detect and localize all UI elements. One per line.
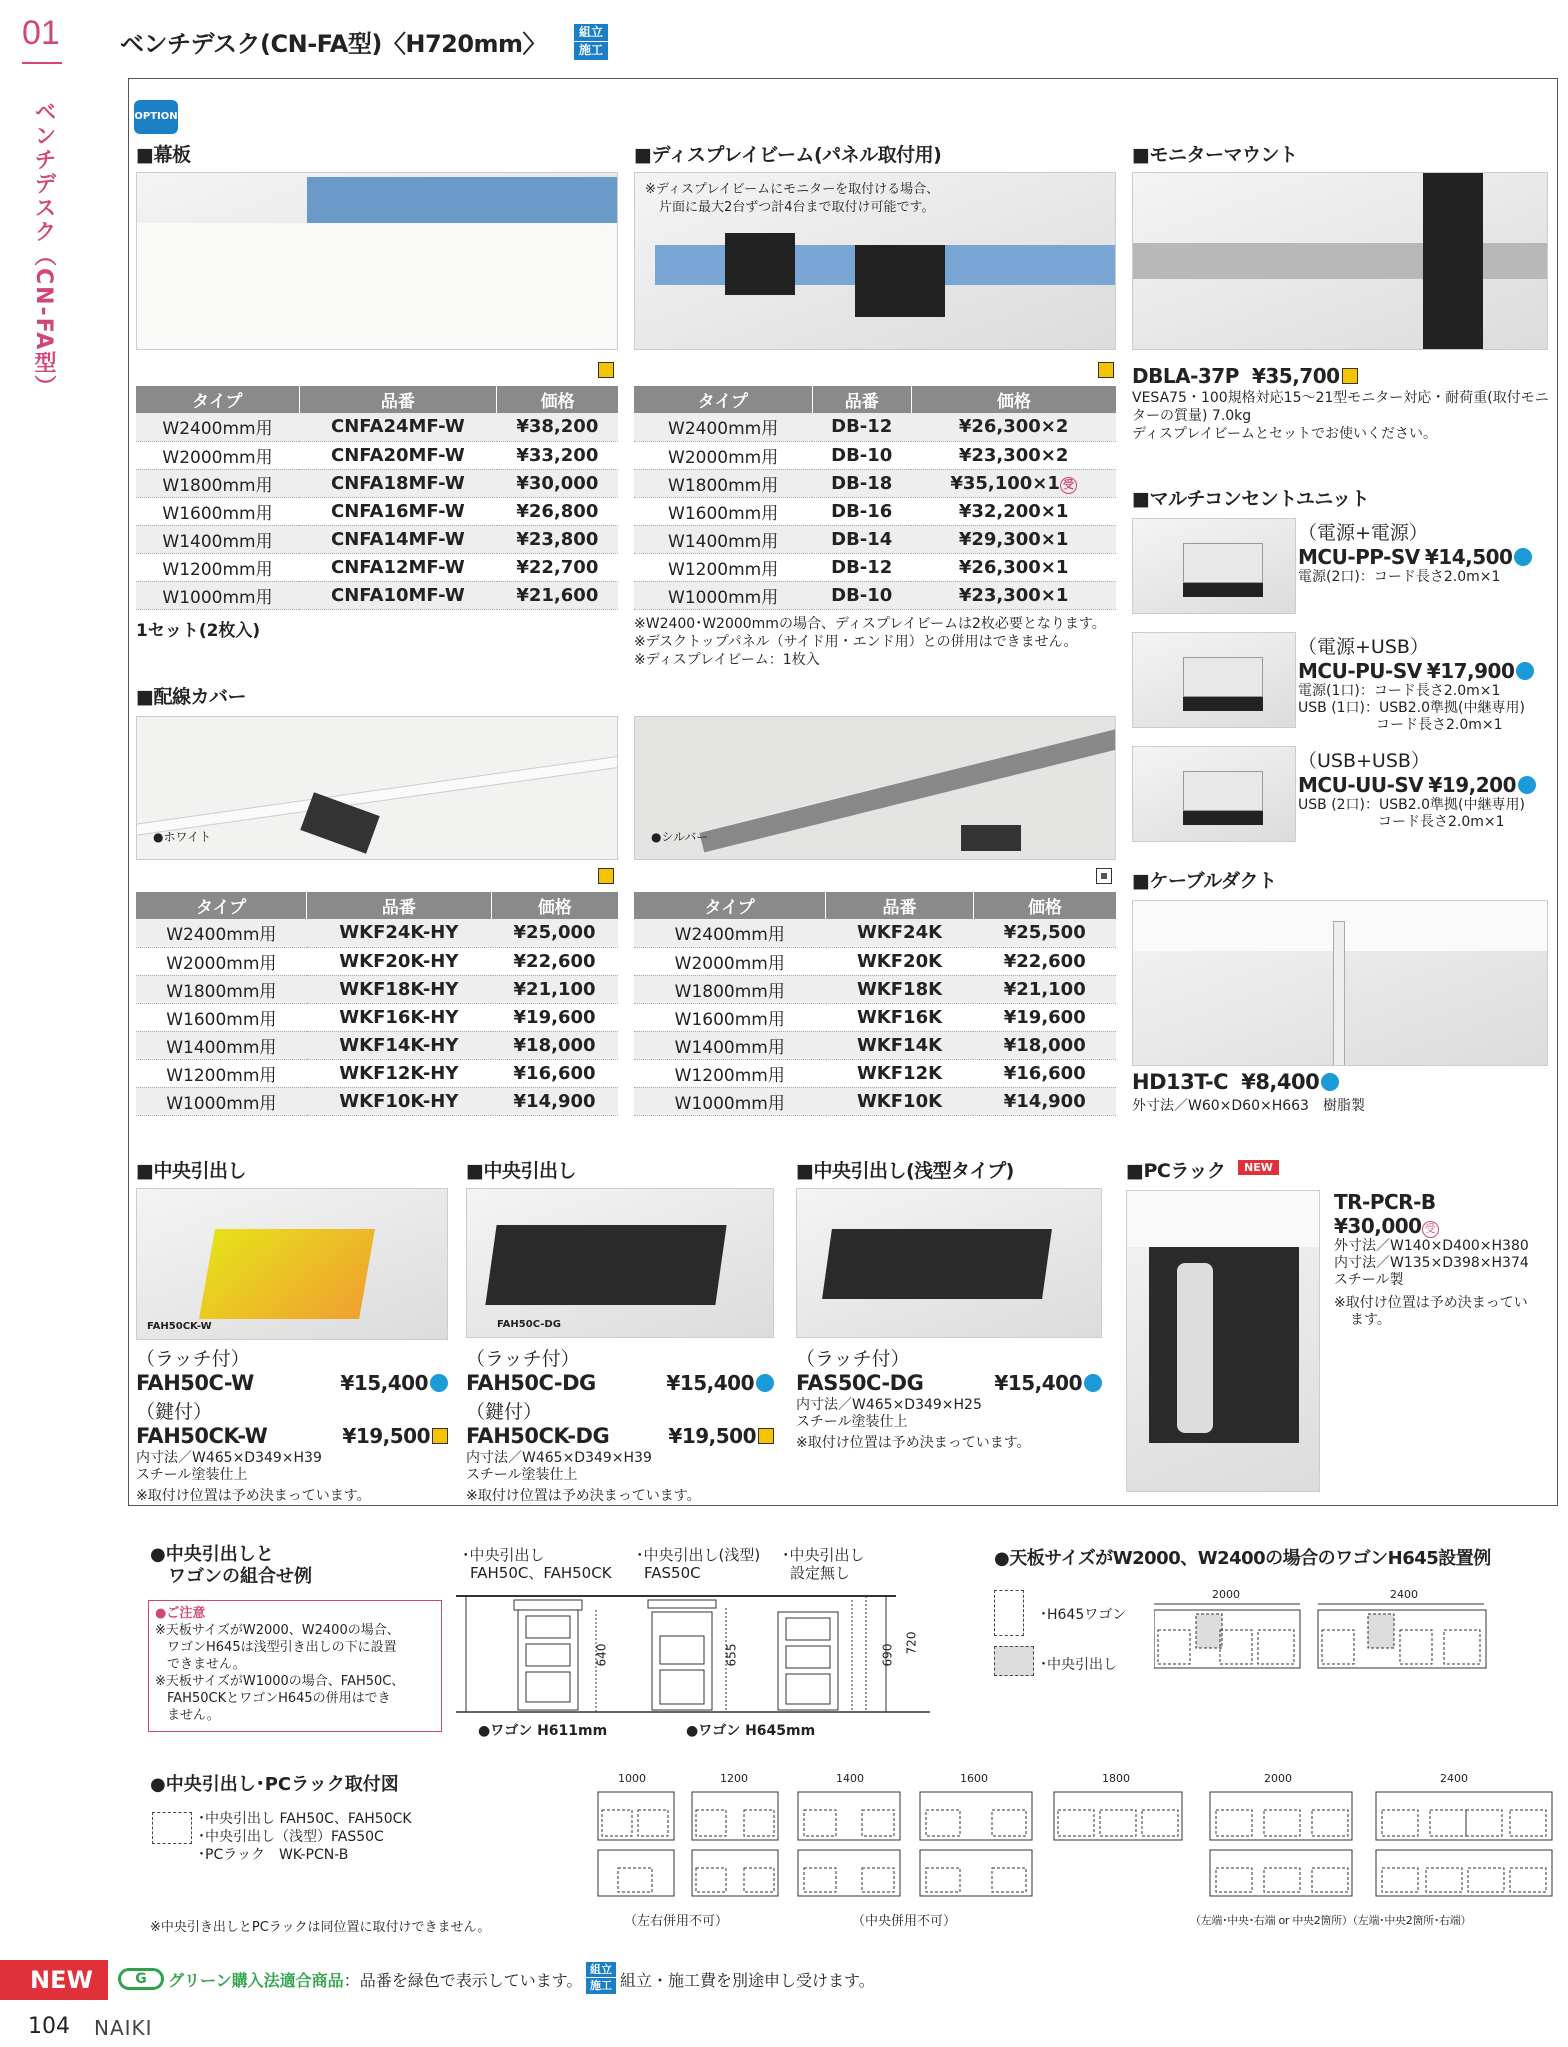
combo-col-label: ･中央引出し 設定無し	[782, 1546, 865, 1582]
drawer1-info: （ラッチ付） FAH50C-W ¥15,400 （鍵付） FAH50CK-W ¥19,500 内寸法／W465×D349×H39 スチール塗装仕上 ※取付け位置は予め決まっています。	[136, 1344, 448, 1505]
table-row	[136, 441, 618, 469]
legend-drawer-label: ･中央引出し	[1040, 1657, 1117, 1673]
table-cell: CNFA18MF-W	[299, 469, 497, 497]
table-cell: WKF16K-HY	[307, 1003, 491, 1031]
table-cell: WKF20K-HY	[307, 947, 491, 975]
table-cell: W1600mm用	[136, 497, 299, 525]
table-cell: W1200mm用	[634, 553, 812, 581]
table-cell: W1800mm用	[136, 975, 307, 1003]
table-cell: W1000mm用	[634, 1087, 826, 1115]
table-header-cell: タイプ	[634, 892, 826, 919]
table-cell: ¥14,900	[973, 1087, 1116, 1115]
chapter-number: 01	[22, 14, 60, 52]
table-cell: W1200mm用	[136, 1059, 307, 1087]
outlet-photo-1	[1132, 518, 1296, 614]
table-row	[634, 525, 1116, 553]
table-cell: ¥18,000	[491, 1031, 618, 1059]
page-number: 104	[28, 2014, 70, 2039]
beam-mark	[1096, 362, 1114, 381]
beam-note: ※デスクトップパネル（サイド用・エンド用）との併用はできません。	[634, 634, 1078, 650]
table-row	[634, 553, 1116, 581]
table-row	[136, 553, 618, 581]
table-header-cell: タイプ	[136, 892, 307, 919]
table-cell: W1200mm用	[634, 1059, 826, 1087]
table-cell: W2000mm用	[634, 441, 812, 469]
table-header-cell: 価格	[973, 892, 1116, 919]
table-cell: W1000mm用	[634, 581, 812, 609]
table-cell: ¥16,600	[491, 1059, 618, 1087]
table-cell: CNFA20MF-W	[299, 441, 497, 469]
monitor-pn: DBLA-37P	[1132, 364, 1239, 388]
pc-fig-diagram	[596, 1786, 1556, 1906]
table-row	[634, 1087, 1116, 1115]
pc-fig-heading: ●中央引出し･PCラック取付図	[150, 1774, 399, 1795]
table-cell: ¥21,100	[973, 975, 1116, 1003]
pc-fig-caption: （中央併用不可）	[852, 1914, 957, 1929]
dim-label: 640	[594, 1643, 609, 1667]
table-cell: DB-12	[812, 413, 911, 441]
table-row	[634, 581, 1116, 609]
brand: NAIKI	[94, 2016, 153, 2040]
table-cell: ¥22,600	[973, 947, 1116, 975]
monitor-desc: ターの質量) 7.0kg	[1132, 408, 1252, 424]
makuita-mark	[596, 362, 614, 381]
table-cell: W1600mm用	[136, 1003, 307, 1031]
table-cell: WKF18K	[826, 975, 974, 1003]
pcrack-photo	[1126, 1190, 1320, 1492]
monitor-pn-line	[1132, 364, 1358, 388]
col-price: 価格	[911, 386, 1116, 413]
table-cell: DB-16	[812, 497, 911, 525]
outlet-photo-3	[1132, 746, 1296, 842]
wiring-heading: ■ 配線カバー	[136, 682, 246, 709]
table-cell: W1800mm用	[136, 469, 299, 497]
table-row	[634, 497, 1116, 525]
col-pn: 品番	[812, 386, 911, 413]
table-cell: ¥23,800	[497, 525, 618, 553]
table-row	[136, 497, 618, 525]
size-label: 1800	[1102, 1772, 1130, 1785]
table-cell: CNFA12MF-W	[299, 553, 497, 581]
assembly-badge	[574, 24, 608, 60]
beam-table	[634, 386, 1116, 610]
table-cell: WKF20K	[826, 947, 974, 975]
side-title: ベンチデスク（CN-FA型）	[31, 100, 56, 400]
combo-col-label: ･中央引出し FAH50C、FAH50CK	[462, 1546, 612, 1582]
table-row	[136, 1003, 618, 1031]
drawer2-photo	[466, 1188, 774, 1338]
table-cell: CNFA10MF-W	[299, 581, 497, 609]
beam-photo	[634, 172, 1116, 350]
cable-heading: ■ ケーブルダクト	[1132, 866, 1276, 893]
outlet-item: （電源+電源） MCU-PP-SV ¥14,500 電源(2口)：コード長さ2.0m×1	[1298, 518, 1558, 586]
table-cell: WKF14K-HY	[307, 1031, 491, 1059]
wagon-label: ●ワゴン H645mm	[686, 1723, 816, 1739]
green-icon: G	[118, 1968, 164, 1990]
size-label: 1600	[960, 1772, 988, 1785]
drawer3-heading: ■ 中央引出し(浅型タイプ)	[796, 1156, 1014, 1183]
table-cell: ¥23,300×1	[911, 581, 1116, 609]
new-badge: NEW	[1238, 1160, 1279, 1175]
legend-wagon-box	[994, 1590, 1024, 1636]
monitor-photo	[1132, 172, 1548, 350]
cable-desc: 外寸法／W60×D60×H663 樹脂製	[1132, 1098, 1365, 1114]
size-label: 2400	[1390, 1588, 1418, 1601]
table-row	[634, 975, 1116, 1003]
photo-label: FAH50C-DG	[497, 1319, 561, 1330]
table-cell: ¥19,600	[491, 1003, 618, 1031]
table-cell: WKF24K-HY	[307, 919, 491, 947]
table-cell: W1000mm用	[136, 1087, 307, 1115]
wagon-layout-diagram	[1154, 1600, 1554, 1670]
table-cell: W1400mm用	[634, 525, 812, 553]
table-cell: W2400mm用	[136, 413, 299, 441]
table-cell: W2000mm用	[136, 441, 299, 469]
photo-label: ●シルバー	[651, 830, 709, 844]
footer-green-text: グリーン購入法適合商品：品番を緑色で表示しています。	[168, 1971, 583, 1990]
badge-bottom: 施工	[574, 41, 608, 59]
table-cell: WKF18K-HY	[307, 975, 491, 1003]
order-made-mark: 受	[1060, 477, 1077, 494]
table-cell: WKF24K	[826, 919, 974, 947]
wagon-layout-heading: ●天板サイズがW2000、W2400の場合のワゴンH645設置例	[994, 1548, 1491, 1569]
table-cell: WKF14K	[826, 1031, 974, 1059]
wiring-white-mark	[596, 868, 614, 887]
monitor-price: ¥35,700	[1251, 364, 1340, 388]
table-cell: WKF16K	[826, 1003, 974, 1031]
drawer3-photo	[796, 1188, 1102, 1338]
table-cell: ¥32,200×1	[911, 497, 1116, 525]
table-cell: W1600mm用	[634, 497, 812, 525]
table-cell: ¥16,600	[973, 1059, 1116, 1087]
table-cell: ¥38,200	[497, 413, 618, 441]
caution-box: ●ご注意 ※天板サイズがW2000、W2400の場合、 ワゴンH645は浅型引き出しの下に設置 できません。 ※天板サイズがW1000の場合、FAH50C、 FAH50CKとワゴンH645の併用はでき ません。	[148, 1600, 442, 1732]
outlet-item: （電源+USB） MCU-PU-SV ¥17,900 電源(1口)：コード長さ2.0m×1 USB (1口)：USB2.0準拠(中継専用) コード長さ2.0m×1	[1298, 632, 1558, 734]
table-cell: ¥25,000	[491, 919, 618, 947]
table-cell: W2400mm用	[634, 919, 826, 947]
table-row	[634, 919, 1116, 947]
beam-note: ※ディスプレイビーム：1枚入	[634, 652, 820, 668]
wiring-white-table	[136, 892, 618, 1116]
table-cell: ¥35,100×1 受	[911, 469, 1116, 497]
table-cell: ¥30,000	[497, 469, 618, 497]
size-label: 1200	[720, 1772, 748, 1785]
table-cell: CNFA16MF-W	[299, 497, 497, 525]
cable-photo	[1132, 900, 1548, 1066]
dim-label: 720	[904, 1631, 919, 1655]
badge-top: 組立	[578, 25, 603, 39]
table-row	[634, 469, 1116, 497]
table-row	[634, 1031, 1116, 1059]
table-cell: WKF12K	[826, 1059, 974, 1087]
page-title: ベンチデスク(CN-FA型)〈H720mm〉	[120, 30, 547, 58]
table-cell: ¥26,800	[497, 497, 618, 525]
size-label: 1000	[618, 1772, 646, 1785]
makuita-note: 1セット(2枚入)	[136, 621, 261, 641]
table-cell: ¥19,600	[973, 1003, 1116, 1031]
table-row	[634, 1003, 1116, 1031]
table-cell: WKF10K-HY	[307, 1087, 491, 1115]
photo-label: FAH50CK-W	[147, 1321, 212, 1332]
table-row	[136, 1087, 618, 1115]
table-row	[136, 947, 618, 975]
drawer2-heading: ■ 中央引出し	[466, 1156, 576, 1183]
beam-heading: ■ ディスプレイビーム(パネル取付用)	[634, 140, 941, 167]
outlet-photo-2	[1132, 632, 1296, 728]
legend-wagon-label: ･H645ワゴン	[1040, 1607, 1127, 1623]
table-cell: ¥22,600	[491, 947, 618, 975]
wiring-silver-table	[634, 892, 1116, 1116]
table-cell: ¥33,200	[497, 441, 618, 469]
col-type: タイプ	[634, 386, 812, 413]
table-cell: W2400mm用	[136, 919, 307, 947]
table-cell: WKF10K	[826, 1087, 974, 1115]
footer-new-badge: NEW	[0, 1960, 108, 2000]
multi-heading: ■ マルチコンセントユニット	[1132, 484, 1369, 511]
makuita-heading: ■ 幕板	[136, 140, 190, 167]
table-cell: CNFA14MF-W	[299, 525, 497, 553]
table-row	[634, 1059, 1116, 1087]
pc-fig-legend-box	[152, 1812, 192, 1844]
makuita-table	[136, 386, 618, 610]
table-row	[136, 1031, 618, 1059]
table-row	[634, 947, 1116, 975]
size-label: 2400	[1440, 1772, 1468, 1785]
wiring-photo-white	[136, 716, 618, 860]
table-header-cell: 品番	[307, 892, 491, 919]
monitor-heading: ■ モニターマウント	[1132, 140, 1297, 167]
cable-pn-line	[1132, 1070, 1339, 1094]
table-cell: ¥14,900	[491, 1087, 618, 1115]
wiring-silver-mark	[1096, 868, 1112, 887]
beam-photo-note: ※ディスプレイビームにモニターを取付ける場合、	[645, 182, 940, 197]
option-badge: OPTION	[134, 100, 178, 134]
cable-pn: HD13T-C	[1132, 1070, 1229, 1094]
table-row	[136, 975, 618, 1003]
drawer1-heading: ■ 中央引出し	[136, 1156, 246, 1183]
size-label: 1400	[836, 1772, 864, 1785]
drawer1-photo	[136, 1188, 448, 1340]
table-cell: DB-18	[812, 469, 911, 497]
pc-fig-legend: ･中央引出し FAH50C、FAH50CK ･中央引出し（浅型）FAS50C ･PCラック WK-PCN-B	[198, 1811, 412, 1863]
col-price: 価格	[497, 386, 618, 413]
chapter-divider	[22, 62, 62, 64]
table-cell: W1600mm用	[634, 1003, 826, 1031]
footer-assembly-badge: 組立 施工	[586, 1962, 616, 1994]
makuita-photo	[136, 172, 618, 350]
table-cell: W1000mm用	[136, 581, 299, 609]
table-row	[634, 413, 1116, 441]
wiring-photo-silver	[634, 716, 1116, 860]
table-cell: DB-12	[812, 553, 911, 581]
table-row	[136, 1059, 618, 1087]
table-cell: ¥25,500	[973, 919, 1116, 947]
table-cell: W2000mm用	[634, 947, 826, 975]
table-row	[136, 581, 618, 609]
table-cell: W2000mm用	[136, 947, 307, 975]
table-cell: ¥22,700	[497, 553, 618, 581]
monitor-desc: VESA75・100規格対応15～21型モニター対応・耐荷重(取付モニ	[1132, 390, 1549, 406]
pcrack-heading: ■ PCラック	[1126, 1156, 1225, 1183]
size-label: 2000	[1264, 1772, 1292, 1785]
table-row	[136, 469, 618, 497]
pc-fig-caption: （左端･中央･右端 or 中央2箇所）（左端･中央2箇所･右端）	[1190, 1914, 1472, 1927]
wagon-label: ●ワゴン H611mm	[478, 1723, 608, 1739]
table-cell: ¥29,300×1	[911, 525, 1116, 553]
table-cell: ¥23,300×2	[911, 441, 1116, 469]
size-label: 2000	[1212, 1588, 1240, 1601]
table-cell: ¥18,000	[973, 1031, 1116, 1059]
table-header-cell: 品番	[826, 892, 974, 919]
table-row	[136, 919, 618, 947]
table-cell: DB-10	[812, 441, 911, 469]
drawer3-info: （ラッチ付） FAS50C-DG ¥15,400 内寸法／W465×D349×H25 スチール塗装仕上 ※取付け位置は予め決まっています。	[796, 1344, 1102, 1452]
table-cell: ¥21,600	[497, 581, 618, 609]
legend-drawer-box	[994, 1646, 1034, 1676]
outlet-item: （USB+USB） MCU-UU-SV ¥19,200 USB (2口)：USB2.0準拠(中継専用) コード長さ2.0m×1	[1298, 746, 1558, 831]
table-cell: DB-10	[812, 581, 911, 609]
table-cell: WKF12K-HY	[307, 1059, 491, 1087]
photo-label: ●ホワイト	[153, 830, 212, 844]
col-pn: 品番	[299, 386, 497, 413]
beam-photo-note: 片面に最大2台ずつ計4台まで取付け可能です。	[659, 200, 935, 215]
table-cell: ¥26,300×2	[911, 413, 1116, 441]
pcrack-info: TR-PCR-B ¥30,000 受 外寸法／W140×D400×H380 内寸法／W135×D398×H374 スチール製 ※取付け位置は予め決まってい ます。	[1334, 1190, 1529, 1328]
monitor-desc: ディスプレイビームとセットでお使いください。	[1132, 426, 1438, 442]
table-cell: ¥21,100	[491, 975, 618, 1003]
table-row	[136, 525, 618, 553]
combo-diagram	[456, 1586, 936, 1726]
beam-note: ※W2400･W2000mmの場合、ディスプレイビームは2枚必要となります。	[634, 616, 1106, 632]
combo-col-label: ･中央引出し(浅型) FAS50C	[636, 1546, 761, 1582]
dim-label: 690	[880, 1643, 895, 1667]
combo-heading: ●中央引出しと ワゴンの組合せ例	[150, 1544, 312, 1587]
table-cell: W1800mm用	[634, 469, 812, 497]
table-row	[136, 413, 618, 441]
pc-fig-caption: （左右併用不可）	[624, 1914, 729, 1929]
table-cell: W1400mm用	[634, 1031, 826, 1059]
table-cell: W1200mm用	[136, 553, 299, 581]
dim-label: 655	[724, 1643, 739, 1667]
table-cell: DB-14	[812, 525, 911, 553]
cable-price: ¥8,400	[1241, 1070, 1320, 1094]
table-cell: ¥26,300×1	[911, 553, 1116, 581]
table-cell: W2400mm用	[634, 413, 812, 441]
table-cell: W1800mm用	[634, 975, 826, 1003]
table-cell: W1400mm用	[136, 525, 299, 553]
col-type: タイプ	[136, 386, 299, 413]
table-cell: W1400mm用	[136, 1031, 307, 1059]
drawer2-info: （ラッチ付） FAH50C-DG ¥15,400 （鍵付） FAH50CK-DG ¥19,500 内寸法／W465×D349×H39 スチール塗装仕上 ※取付け位置は予め決まっています。	[466, 1344, 774, 1505]
pc-fig-note: ※中央引き出しとPCラックは同位置に取付けできません。	[150, 1920, 491, 1935]
table-row	[634, 441, 1116, 469]
table-header-cell: 価格	[491, 892, 618, 919]
footer-assembly-note: 組立・施工費を別途申し受けます。	[620, 1971, 875, 1990]
table-cell: CNFA24MF-W	[299, 413, 497, 441]
